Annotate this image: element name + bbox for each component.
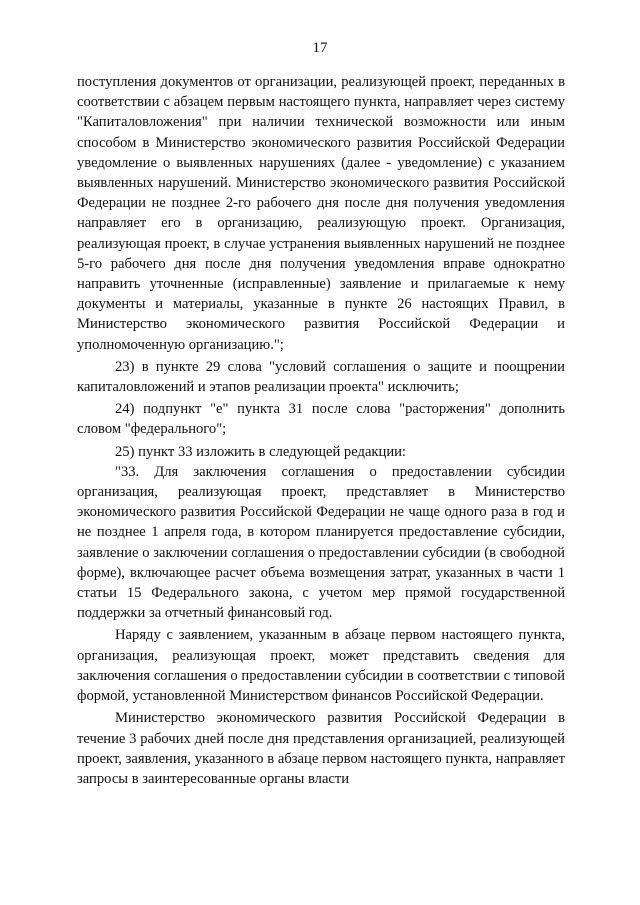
- paragraph-continuation: поступления документов от организации, реализующей проект, переданных в соответствии с абзацем первым настоящего пункта, направляет через систему "Капиталовложения" при наличии технической возможности или иным способом в Министерство экономического развития Российской Федерации уведомление о выявленных нарушениях (далее - уведомление) с указанием выявленных нарушений. Министерство экономического развития Российской Федерации не позднее 2-го рабочего дня после дня получения уведомления направляет его в организацию, реализующую проект. Организация, реализующая проект, в случае устранения выявленных нарушений не позднее 5-го рабочего дня после дня получения уведомления вправе однократно направить уточненные (исправленные) заявление и прилагаемые к нему документы и материалы, указанные в пункте 26 настоящих Правил, в Министерство экономического развития Российской Федерации и уполномоченную организацию.";: [77, 74, 565, 353]
- paragraph-point-33-third: Министерство экономического развития Российской Федерации в течение 3 рабочих дней после дня представления организацией, реализующей проект, заявления, указанного в абзаце первом настоящего пункта, направляет запросы в заинтересованные органы власти: [77, 710, 565, 787]
- document-body: [77, 72, 565, 789]
- paragraph-point-33-second: Наряду с заявлением, указанным в абзаце первом настоящего пункта, организация, реализующая проект, может представить сведения для заключения соглашения о предоставлении субсидии в соответствии с типовой формой, установленной Министерством финансов Российской Федерации.: [77, 627, 565, 705]
- paragraph-item-23: 23) в пункте 29 слова "условий соглашения о защите и поощрении капиталовложений и этапов реализации проекта" исключить;: [77, 358, 565, 396]
- page-number: 17: [312, 40, 328, 56]
- paragraph-item-25: 25) пункт 33 изложить в следующей редакции:: [115, 443, 406, 460]
- paragraph-item-24: 24) подпункт "е" пункта 31 после слова "расторжения" дополнить словом "федерального";: [77, 401, 565, 438]
- paragraph-point-33: "33. Для заключения соглашения о предоставлении субсидии организация, реализующая проект, представляет в Министерство экономического развития Российской Федерации не чаще одного раза в год и не позднее 1 апреля года, в котором планируется предоставление субсидии, заявление о заключении соглашения о предоставлении субсидии (в свободной форме), включающее расчет объема возмещения затрат, указанных в части 1 статьи 15 Федерального закона, с учетом мер прямой государственной поддержки за отчетный финансовый год.: [77, 463, 565, 622]
